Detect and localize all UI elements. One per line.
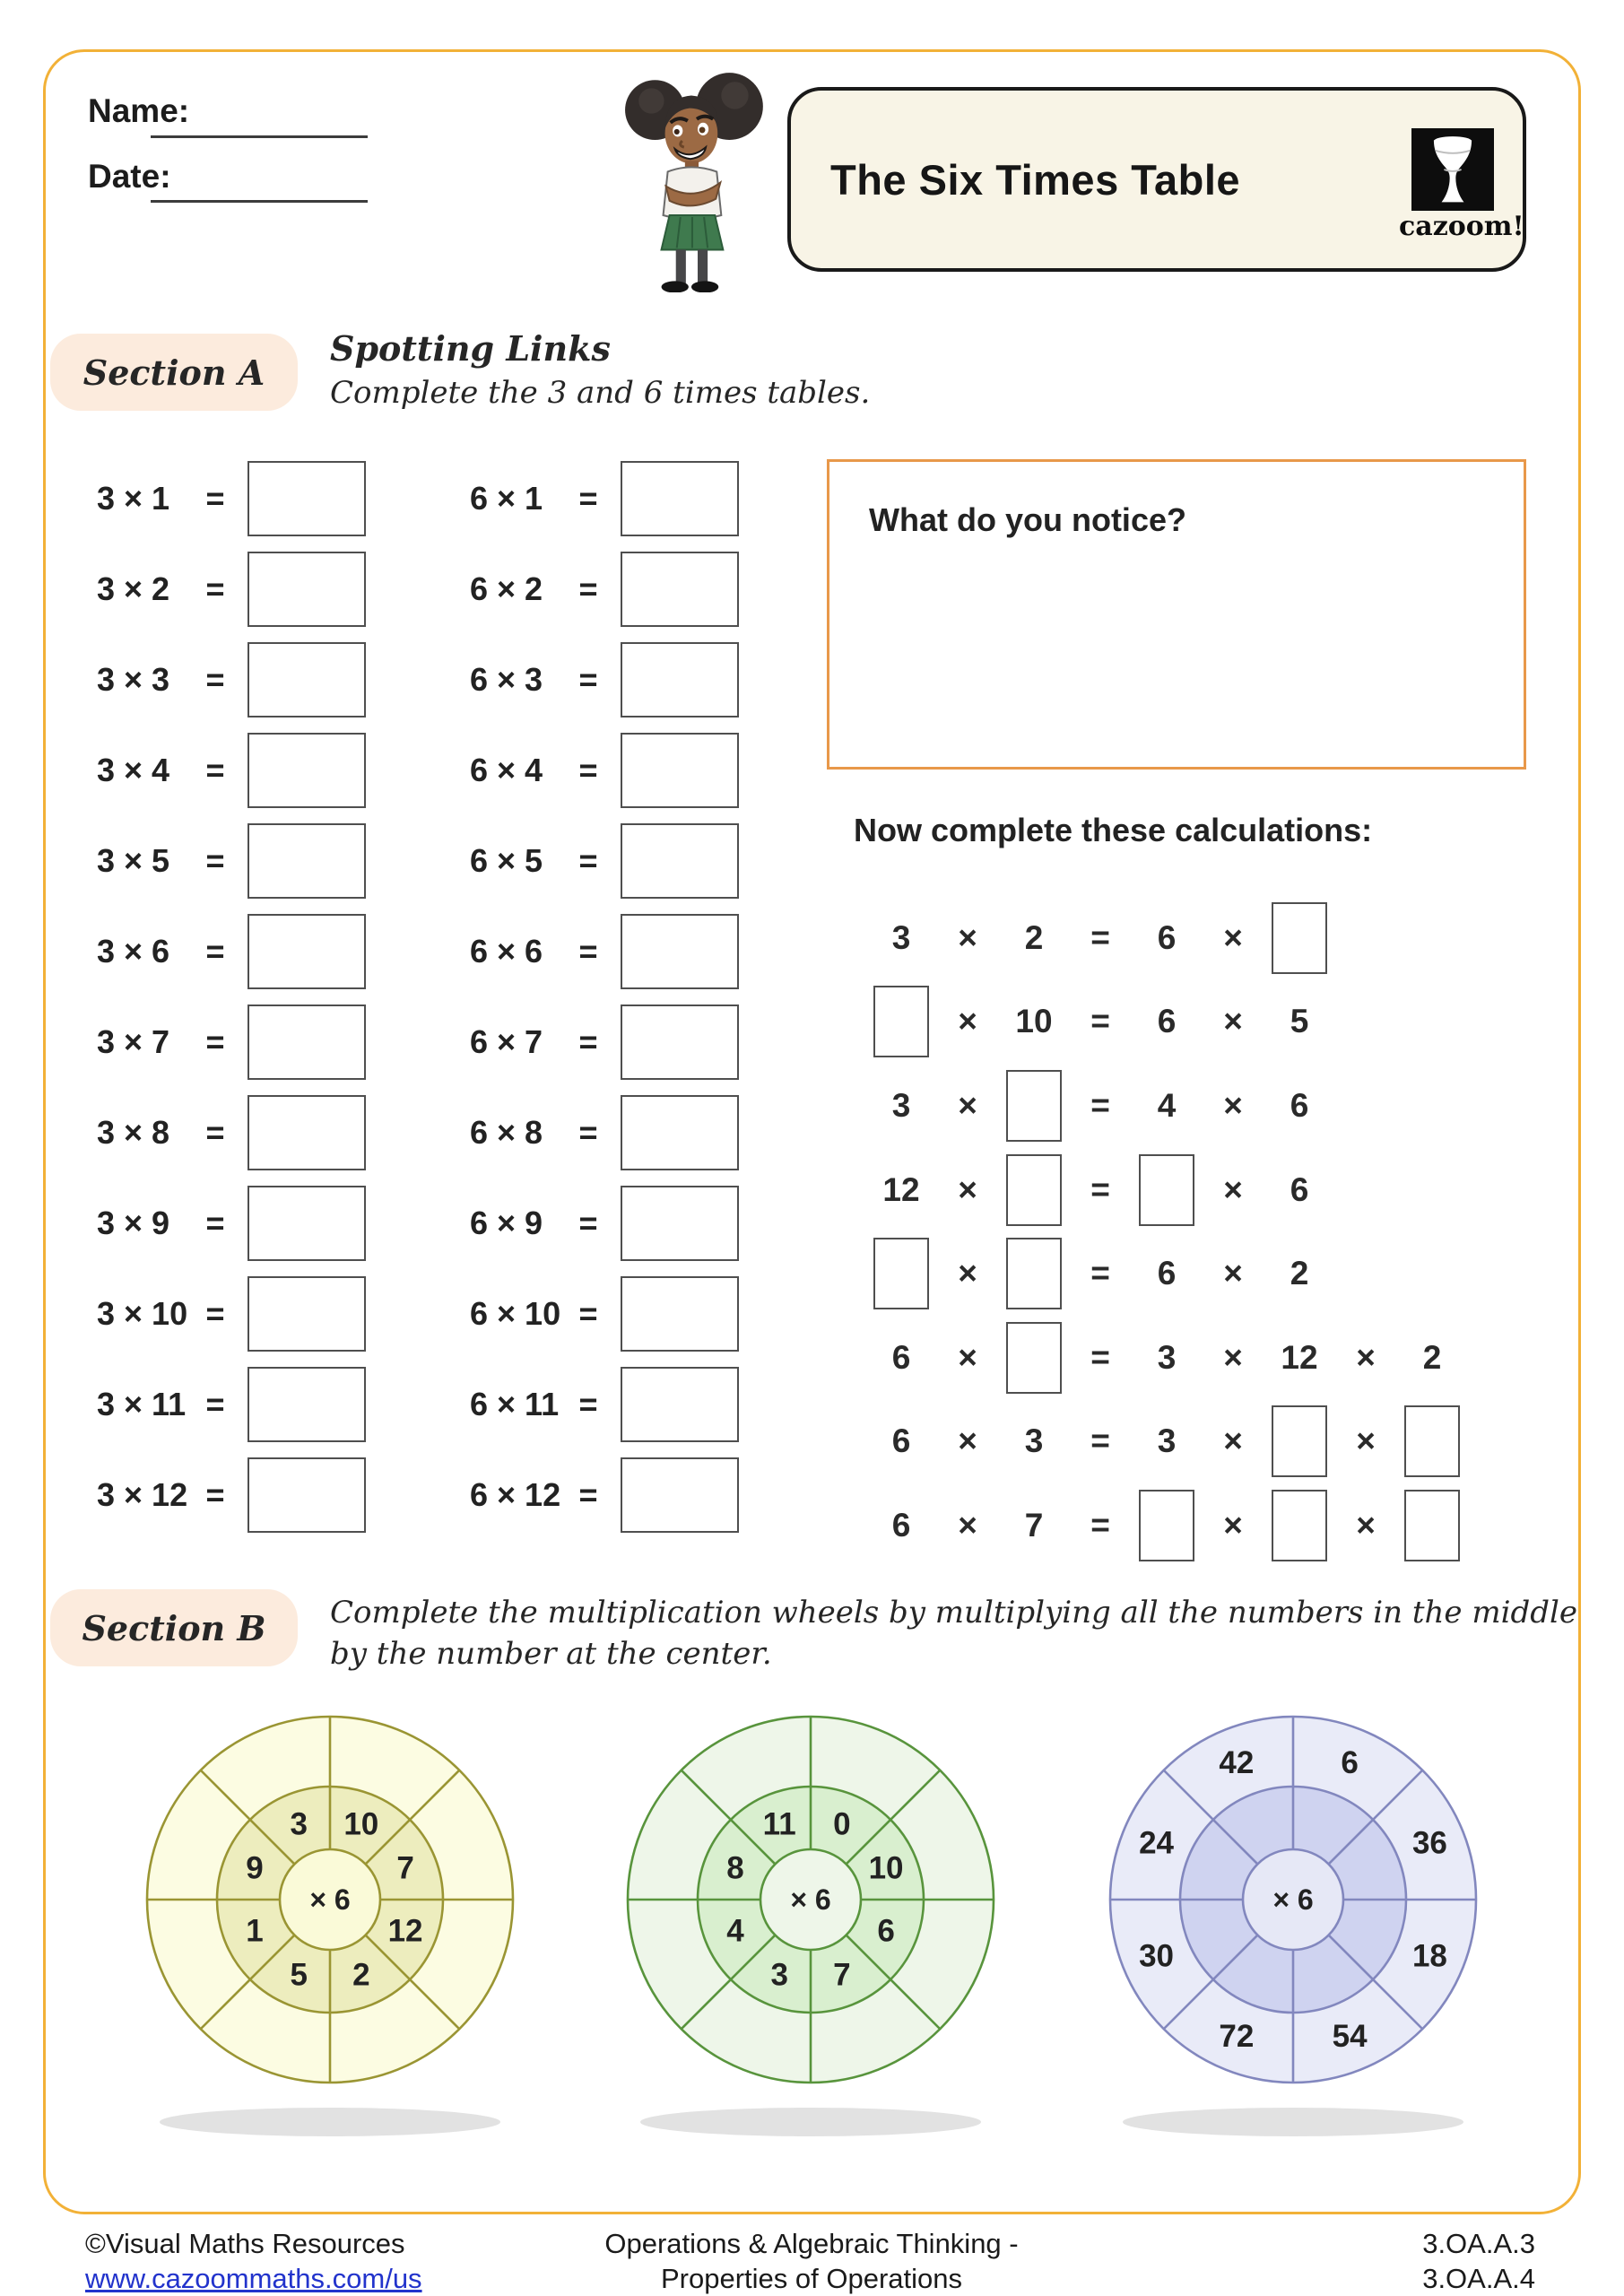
calc-slot — [1133, 1087, 1200, 1125]
svg-text:72: 72 — [1219, 2018, 1255, 2054]
equals-sign: = — [578, 841, 598, 879]
calc-answer-box[interactable] — [1139, 1490, 1194, 1561]
calc-answer-box[interactable] — [1272, 1490, 1327, 1561]
expression-label: 3 × 4 — [97, 751, 170, 788]
calc-number: 4 — [1157, 1086, 1177, 1124]
calc-slot — [1067, 919, 1133, 957]
calc-number: = — [1090, 1255, 1110, 1292]
calc-slot — [1266, 1255, 1333, 1292]
calc-slot — [868, 1238, 934, 1309]
svg-text:× 6: × 6 — [790, 1883, 831, 1916]
calc-number: 6 — [891, 1338, 911, 1376]
calc-number: = — [1090, 1506, 1110, 1544]
expression-label: 6 × 5 — [470, 841, 543, 879]
equals-sign: = — [205, 570, 225, 607]
svg-text:30: 30 — [1139, 1938, 1175, 1974]
calc-slot — [934, 1422, 1001, 1460]
times-table-row — [97, 725, 366, 815]
svg-text:2: 2 — [352, 1957, 370, 1993]
svg-text:11: 11 — [762, 1806, 796, 1842]
website-link[interactable]: www.cazoommaths.com/us — [85, 2263, 422, 2294]
calc-number: = — [1090, 1338, 1110, 1376]
calc-answer-box[interactable] — [1272, 902, 1327, 974]
answer-box[interactable] — [248, 461, 366, 536]
expression-label: 6 × 1 — [470, 479, 543, 517]
calc-answer-box[interactable] — [1006, 1070, 1062, 1142]
answer-box[interactable] — [621, 552, 739, 627]
calc-slot — [868, 986, 934, 1057]
calc-slot — [1200, 1422, 1266, 1460]
calc-slot — [1266, 1490, 1333, 1561]
standard-code-1: 3.OA.A.3 — [1422, 2228, 1535, 2259]
footer-topic-line1: Operations & Algebraic Thinking - — [604, 2228, 1019, 2259]
expression-label: 3 × 12 — [97, 1475, 188, 1513]
wheel-slot-3 — [1098, 1709, 1489, 2140]
footer-standards-block — [1422, 2226, 1535, 2296]
calc-slot — [934, 1171, 1001, 1209]
expression-label: 6 × 3 — [470, 660, 543, 698]
cazoom-logo-text: cazoom! — [1399, 211, 1524, 242]
times-table-row — [470, 906, 739, 996]
calc-slot — [1067, 1171, 1133, 1209]
calc-number: 7 — [1024, 1506, 1044, 1544]
calc-number: 3 — [1024, 1422, 1044, 1460]
times-table-row — [97, 906, 366, 996]
expression-label: 3 × 11 — [97, 1385, 187, 1422]
expression-label: 6 × 12 — [470, 1475, 561, 1513]
calc-slot — [1133, 1003, 1200, 1040]
equals-sign: = — [205, 1294, 225, 1332]
section-a-badge: Section A — [50, 334, 298, 411]
expression-label: 6 × 11 — [470, 1385, 560, 1422]
times-table-row — [97, 544, 366, 634]
calc-number: × — [1223, 1170, 1243, 1208]
answer-box[interactable] — [621, 914, 739, 989]
calc-slot — [1333, 1507, 1399, 1544]
calculation-row — [868, 1064, 1465, 1148]
svg-text:× 6: × 6 — [309, 1883, 351, 1916]
answer-box[interactable] — [248, 1367, 366, 1442]
svg-text:12: 12 — [387, 1913, 423, 1949]
calculation-row — [868, 1483, 1465, 1568]
calc-number: × — [958, 1003, 977, 1040]
calc-answer-box[interactable] — [1404, 1405, 1460, 1477]
times-table-row — [97, 1359, 366, 1449]
calc-slot — [1067, 1507, 1133, 1544]
calculation-row — [868, 1231, 1465, 1316]
answer-box[interactable] — [248, 733, 366, 808]
calc-slot — [1001, 1322, 1067, 1394]
svg-text:8: 8 — [726, 1850, 744, 1886]
calc-number: 12 — [882, 1170, 920, 1208]
expression-label: 3 × 5 — [97, 841, 170, 879]
times-table-row — [470, 1178, 739, 1268]
answer-box[interactable] — [248, 914, 366, 989]
equals-sign: = — [205, 932, 225, 970]
expression-label: 6 × 6 — [470, 932, 543, 970]
three-times-table-column — [97, 453, 366, 1540]
calc-number: × — [1223, 1506, 1243, 1544]
expression-label: 6 × 9 — [470, 1204, 543, 1241]
multiplication-wheel-green[interactable] — [615, 1709, 1006, 2140]
svg-text:54: 54 — [1332, 2018, 1368, 2054]
times-table-row — [470, 725, 739, 815]
calc-slot — [1266, 1405, 1333, 1477]
svg-text:6: 6 — [1341, 1745, 1359, 1781]
expression-label: 6 × 7 — [470, 1022, 543, 1060]
equals-sign: = — [205, 1113, 225, 1151]
answer-box[interactable] — [621, 733, 739, 808]
date-input-line[interactable] — [151, 200, 368, 203]
svg-text:× 6: × 6 — [1272, 1883, 1314, 1916]
answer-box[interactable] — [621, 1457, 739, 1533]
calc-number: 5 — [1290, 1003, 1309, 1040]
times-table-row — [470, 544, 739, 634]
answer-box[interactable] — [248, 1095, 366, 1170]
calc-number: 6 — [891, 1422, 911, 1460]
calc-slot — [1200, 919, 1266, 957]
six-times-table-column — [470, 453, 739, 1540]
equals-sign: = — [578, 479, 598, 517]
equals-sign: = — [578, 1204, 598, 1241]
times-table-row — [97, 1178, 366, 1268]
answer-box[interactable] — [621, 1367, 739, 1442]
calc-number: 6 — [1157, 1003, 1177, 1040]
calc-answer-box[interactable] — [1272, 1405, 1327, 1477]
footer-center-block — [604, 2226, 1018, 2296]
expression-label: 6 × 10 — [470, 1294, 561, 1332]
wheel-slot-2 — [615, 1709, 1006, 2140]
calc-slot — [1001, 1422, 1067, 1460]
answer-box[interactable] — [248, 1276, 366, 1352]
calc-number: 3 — [1157, 1422, 1177, 1460]
svg-text:10: 10 — [868, 1850, 904, 1886]
expression-label: 6 × 2 — [470, 570, 543, 607]
cazoom-drum-icon — [1411, 128, 1494, 211]
times-table-row — [97, 1087, 366, 1178]
calc-number: × — [958, 1422, 977, 1460]
calc-number: 6 — [1290, 1086, 1309, 1124]
calc-number: × — [1223, 1422, 1243, 1460]
calc-number: 2 — [1290, 1255, 1309, 1292]
calc-number: 6 — [891, 1506, 911, 1544]
expression-label: 3 × 10 — [97, 1294, 188, 1332]
answer-box[interactable] — [621, 823, 739, 899]
equals-sign: = — [205, 1204, 225, 1241]
answer-box[interactable] — [248, 1457, 366, 1533]
calculations-heading: Now complete these calculations: — [854, 812, 1373, 848]
calc-number: × — [1223, 918, 1243, 956]
calc-number: × — [1223, 1338, 1243, 1376]
expression-label: 3 × 9 — [97, 1204, 170, 1241]
copyright-text: ©Visual Maths Resources — [85, 2228, 405, 2259]
equals-sign: = — [578, 1294, 598, 1332]
calc-slot — [868, 1171, 934, 1209]
svg-text:7: 7 — [833, 1957, 851, 1993]
calc-slot — [1333, 1422, 1399, 1460]
calc-number: 12 — [1281, 1338, 1318, 1376]
expression-label: 3 × 3 — [97, 660, 170, 698]
calc-slot — [1133, 1422, 1200, 1460]
calc-slot — [1001, 1003, 1067, 1040]
equals-sign: = — [578, 1475, 598, 1513]
calc-number: × — [1223, 1255, 1243, 1292]
calc-slot — [1133, 1490, 1200, 1561]
calculation-row — [868, 1148, 1465, 1232]
equals-sign: = — [578, 1385, 598, 1422]
calc-slot — [1001, 1070, 1067, 1142]
section-b-badge: Section B — [50, 1589, 298, 1666]
equals-sign: = — [205, 1022, 225, 1060]
times-table-row — [470, 634, 739, 725]
calc-slot — [1001, 919, 1067, 957]
calc-slot — [1067, 1422, 1133, 1460]
multiplication-wheel-purple[interactable] — [1098, 1709, 1489, 2140]
calc-slot — [1200, 1087, 1266, 1125]
times-table-row — [97, 1449, 366, 1540]
calc-slot — [1067, 1255, 1133, 1292]
calc-slot — [1333, 1339, 1399, 1377]
calc-number: 3 — [891, 918, 911, 956]
calc-slot — [934, 1339, 1001, 1377]
calc-answer-box[interactable] — [1006, 1238, 1062, 1309]
svg-text:18: 18 — [1411, 1938, 1447, 1974]
calc-slot — [934, 919, 1001, 957]
equals-sign: = — [578, 1022, 598, 1060]
calc-slot — [1266, 1087, 1333, 1125]
section-b-instruction-line1: Complete the multiplication wheels by multiplying all the numbers in the middle — [330, 1595, 1577, 1631]
equals-sign: = — [205, 841, 225, 879]
calculations-area — [868, 896, 1465, 1568]
calc-number: 3 — [1157, 1338, 1177, 1376]
calc-slot — [934, 1003, 1001, 1040]
expression-label: 6 × 8 — [470, 1113, 543, 1151]
answer-box[interactable] — [621, 1095, 739, 1170]
answer-box[interactable] — [621, 1004, 739, 1080]
times-table-row — [97, 634, 366, 725]
page-title: The Six Times Table — [830, 155, 1241, 204]
calc-slot — [868, 1339, 934, 1377]
calc-number: × — [958, 1506, 977, 1544]
calc-slot — [1001, 1238, 1067, 1309]
notice-answer-box[interactable] — [827, 459, 1526, 770]
calc-number: × — [958, 1170, 977, 1208]
answer-box[interactable] — [248, 1004, 366, 1080]
footer-credit-block — [85, 2226, 422, 2296]
calc-number: × — [958, 1255, 977, 1292]
section-b-instruction-line2: by the number at the center. — [330, 1636, 772, 1672]
svg-text:1: 1 — [246, 1913, 264, 1949]
times-table-row — [470, 996, 739, 1087]
student-illustration — [621, 61, 775, 292]
expression-label: 3 × 6 — [97, 932, 170, 970]
times-table-row — [97, 1268, 366, 1359]
times-table-row — [470, 1268, 739, 1359]
svg-text:7: 7 — [396, 1850, 414, 1886]
times-table-row — [97, 996, 366, 1087]
calculation-row — [868, 896, 1465, 980]
calculation-row — [868, 980, 1465, 1065]
calc-slot — [1133, 919, 1200, 957]
calc-slot — [1001, 1507, 1067, 1544]
calc-slot — [934, 1507, 1001, 1544]
calc-number: × — [958, 918, 977, 956]
calc-answer-box[interactable] — [873, 1238, 929, 1309]
calc-slot — [1133, 1255, 1200, 1292]
calc-answer-box[interactable] — [1006, 1154, 1062, 1226]
calc-slot — [1266, 902, 1333, 974]
answer-box[interactable] — [248, 823, 366, 899]
calc-number: = — [1090, 1086, 1110, 1124]
calc-slot — [1200, 1255, 1266, 1292]
equals-sign: = — [578, 932, 598, 970]
calc-slot — [1266, 1339, 1333, 1377]
calc-number: × — [1356, 1506, 1376, 1544]
answer-box[interactable] — [248, 1186, 366, 1261]
expression-label: 6 × 4 — [470, 751, 543, 788]
svg-text:0: 0 — [833, 1806, 851, 1842]
calc-slot — [1067, 1339, 1133, 1377]
equals-sign: = — [578, 570, 598, 607]
calc-number: × — [1356, 1422, 1376, 1460]
calc-number: = — [1090, 1422, 1110, 1460]
section-a-instruction: Complete the 3 and 6 times tables. — [330, 375, 871, 411]
equals-sign: = — [205, 1475, 225, 1513]
equals-sign: = — [578, 660, 598, 698]
footer-topic-line2: Properties of Operations — [660, 2263, 963, 2294]
calc-slot — [1399, 1490, 1465, 1561]
calc-answer-box[interactable] — [873, 986, 929, 1057]
svg-text:3: 3 — [770, 1957, 788, 1993]
calc-slot — [1133, 1339, 1200, 1377]
svg-text:24: 24 — [1139, 1825, 1175, 1861]
calc-slot — [1001, 1154, 1067, 1226]
calc-slot — [1200, 1003, 1266, 1040]
calc-slot — [1266, 1171, 1333, 1209]
calc-slot — [868, 1422, 934, 1460]
calc-slot — [1200, 1339, 1266, 1377]
name-label: Name: — [88, 92, 190, 129]
answer-box[interactable] — [248, 642, 366, 718]
calculation-row — [868, 1316, 1465, 1400]
date-label: Date: — [88, 158, 171, 195]
equals-sign: = — [578, 751, 598, 788]
calc-answer-box[interactable] — [1139, 1154, 1194, 1226]
svg-text:4: 4 — [726, 1913, 744, 1949]
calc-answer-box[interactable] — [1404, 1490, 1460, 1561]
cazoom-logo — [1399, 128, 1524, 242]
wheel-slot-1 — [135, 1709, 525, 2140]
calc-number: 2 — [1024, 918, 1044, 956]
answer-box[interactable] — [621, 1186, 739, 1261]
times-table-row — [470, 1359, 739, 1449]
calc-slot — [1266, 1003, 1333, 1040]
equals-sign: = — [205, 479, 225, 517]
calc-slot — [1067, 1003, 1133, 1040]
times-table-row — [97, 453, 366, 544]
calc-slot — [868, 1087, 934, 1125]
calc-number: 6 — [1290, 1170, 1309, 1208]
svg-text:42: 42 — [1219, 1745, 1255, 1781]
answer-box[interactable] — [621, 1276, 739, 1352]
calc-number: × — [958, 1338, 977, 1376]
svg-text:3: 3 — [290, 1806, 308, 1842]
name-input-line[interactable] — [151, 135, 368, 138]
calc-slot — [868, 1507, 934, 1544]
calc-number: 6 — [1157, 918, 1177, 956]
calc-slot — [1399, 1339, 1465, 1377]
calc-slot — [934, 1255, 1001, 1292]
expression-label: 3 × 8 — [97, 1113, 170, 1151]
calc-answer-box[interactable] — [1006, 1322, 1062, 1394]
svg-text:10: 10 — [343, 1806, 379, 1842]
calc-slot — [1067, 1087, 1133, 1125]
answer-box[interactable] — [621, 642, 739, 718]
calc-number: 3 — [891, 1086, 911, 1124]
times-table-row — [470, 1087, 739, 1178]
answer-box[interactable] — [621, 461, 739, 536]
equals-sign: = — [205, 1385, 225, 1422]
section-a-heading: Spotting Links — [330, 328, 611, 369]
calc-number: × — [1223, 1003, 1243, 1040]
calc-slot — [868, 919, 934, 957]
calculation-row — [868, 1400, 1465, 1484]
calc-number: × — [1356, 1338, 1376, 1376]
times-table-row — [470, 1449, 739, 1540]
calc-number: 6 — [1157, 1255, 1177, 1292]
calc-slot — [1200, 1507, 1266, 1544]
multiplication-wheel-yellow[interactable] — [135, 1709, 525, 2140]
times-table-row — [97, 815, 366, 906]
calc-number: × — [1223, 1086, 1243, 1124]
svg-text:5: 5 — [290, 1957, 308, 1993]
times-table-row — [470, 453, 739, 544]
calc-number: 2 — [1422, 1338, 1442, 1376]
calc-slot — [934, 1087, 1001, 1125]
svg-text:6: 6 — [877, 1913, 895, 1949]
times-table-row — [470, 815, 739, 906]
equals-sign: = — [578, 1113, 598, 1151]
calc-slot — [1133, 1154, 1200, 1226]
notice-question: What do you notice? — [869, 501, 1186, 538]
expression-label: 3 × 2 — [97, 570, 170, 607]
expression-label: 3 × 1 — [97, 479, 170, 517]
svg-text:9: 9 — [246, 1850, 264, 1886]
calc-number: 10 — [1015, 1003, 1053, 1040]
equals-sign: = — [205, 751, 225, 788]
calc-slot — [1200, 1171, 1266, 1209]
expression-label: 3 × 7 — [97, 1022, 170, 1060]
calc-slot — [1399, 1405, 1465, 1477]
calc-number: = — [1090, 1003, 1110, 1040]
calc-number: × — [958, 1086, 977, 1124]
calc-number: = — [1090, 918, 1110, 956]
answer-box[interactable] — [248, 552, 366, 627]
svg-text:36: 36 — [1411, 1825, 1447, 1861]
equals-sign: = — [205, 660, 225, 698]
standard-code-2: 3.OA.A.4 — [1422, 2263, 1535, 2294]
calc-number: = — [1090, 1170, 1110, 1208]
